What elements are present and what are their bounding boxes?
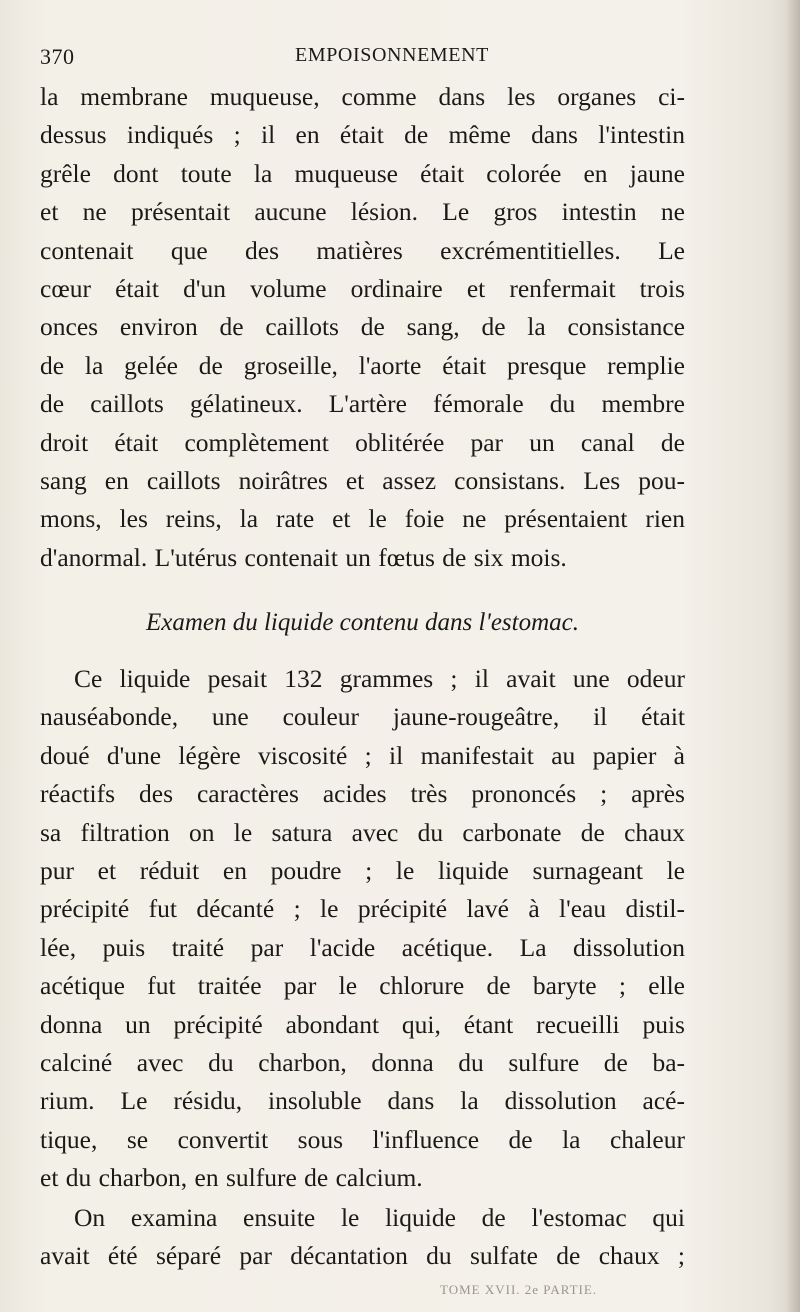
- paragraph-2: [40, 660, 685, 1197]
- text-line: tique, se convertit sous l'influence de la chaleur: [40, 1124, 685, 1154]
- text-line: la membrane muqueuse, comme dans les organes ci-: [40, 82, 685, 111]
- text-line: pur et réduit en poudre ; le liquide surnageant le: [40, 855, 685, 885]
- text-line: doué d'une légère viscosité ; il manifestait au papier à: [40, 740, 685, 770]
- text-line: rium. Le résidu, insoluble dans la dissolution acé-: [40, 1086, 685, 1116]
- text-line: d'anormal. L'utérus contenait un fœtus de six mois.: [40, 542, 567, 572]
- text-line: contenait que des matières excrémentitielles. Le: [40, 235, 685, 265]
- text-line: dessus indiqués ; il en était de même dans l'intestin: [40, 120, 685, 150]
- text-line: droit était complètement oblitérée par un canal de: [40, 427, 685, 457]
- page-header: [40, 40, 760, 76]
- text-line: de caillots gélatineux. L'artère fémorale du membre: [40, 389, 685, 419]
- text-line: cœur était d'un volume ordinaire et renfermait trois: [40, 273, 685, 303]
- text-line: Ce liquide pesait 132 grammes ; il avait une odeur: [74, 664, 685, 693]
- signature-mark: TOME XVII. 2e PARTIE.: [440, 1282, 598, 1297]
- text-line: réactifs des caractères acides très prononcés ; après: [40, 779, 685, 809]
- paragraph-1: [40, 78, 685, 577]
- text-line: mons, les reins, la rate et le foie ne présentaient rien: [40, 504, 685, 534]
- text-line: acétique fut traitée par le chlorure de baryte ; elle: [40, 971, 685, 1001]
- page-number: 370: [40, 44, 75, 69]
- text-line: lée, puis traité par l'acide acétique. La dissolution: [40, 932, 685, 962]
- text-line: sang en caillots noirâtres et assez consistans. Les pou-: [40, 465, 685, 495]
- text-line: et ne présentait aucune lésion. Le gros intestin ne: [40, 197, 685, 227]
- text-line: et du charbon, en sulfure de calcium.: [40, 1163, 423, 1193]
- text-line: avait été séparé par décantation du sulfate de chaux ;: [40, 1241, 685, 1271]
- text-line: On examina ensuite le liquide de l'estomac qui: [74, 1203, 685, 1232]
- text-line: de la gelée de groseille, l'aorte était presque remplie: [40, 350, 685, 380]
- text-line: sa filtration on le satura avec du carbonate de chaux: [40, 817, 685, 847]
- text-line: précipité fut décanté ; le précipité lavé à l'eau distil-: [40, 894, 685, 924]
- text-line: calciné avec du charbon, donna du sulfure de ba-: [40, 1047, 685, 1077]
- paragraph-3: [40, 1199, 685, 1276]
- text-line: grêle dont toute la muqueuse était colorée en jaune: [40, 158, 685, 188]
- running-head: EMPOISONNEMENT: [295, 44, 489, 66]
- text-line: nauséabonde, une couleur jaune-rougeâtre, il était: [40, 702, 685, 732]
- page-edge-shadow: [786, 0, 800, 1312]
- text-line: onces environ de caillots de sang, de la consistance: [40, 312, 685, 342]
- section-heading: Examen du liquide contenu dans l'estomac.: [145, 609, 580, 636]
- text-line: donna un précipité abondant qui, étant recueilli puis: [40, 1009, 685, 1039]
